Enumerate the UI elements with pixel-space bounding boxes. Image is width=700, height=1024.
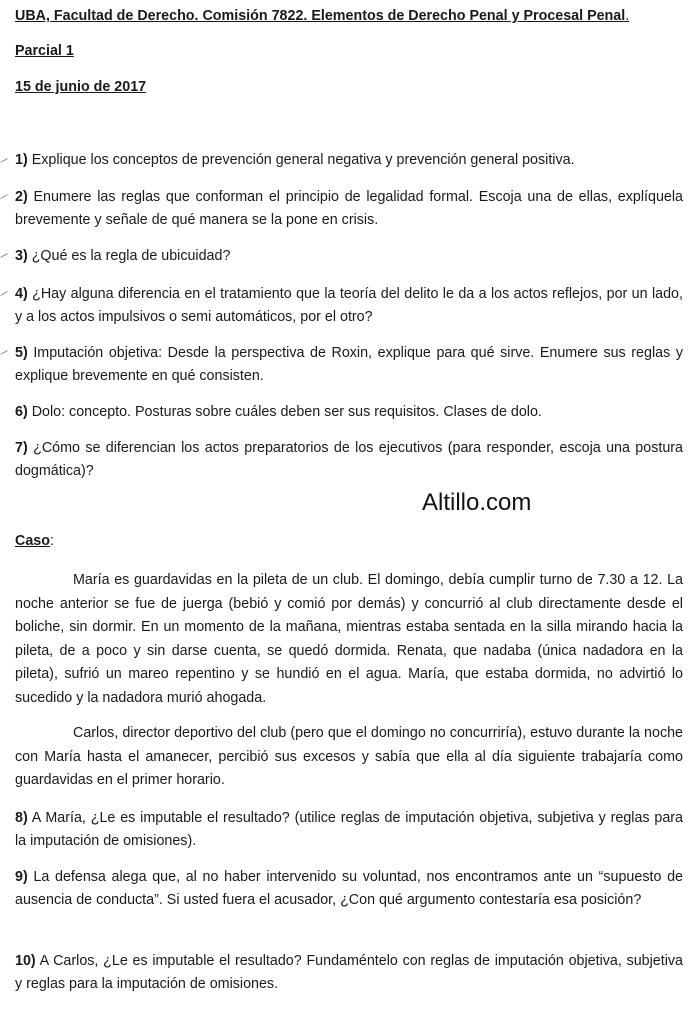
title-text: UBA, Facultad de Derecho. Comisión 7822. Elementos de Derecho Penal y Procesal Penal [15, 8, 626, 24]
margin-mark [0, 350, 7, 355]
case-heading-colon: : [49, 533, 54, 549]
margin-mark [0, 158, 7, 163]
question-text: Dolo: concepto. Posturas sobre cuáles deben ser sus requisitos. Clases de dolo. [31, 404, 542, 420]
question-number: 3) [15, 248, 28, 264]
document-title [15, 8, 695, 24]
watermark-text: Altillo.com [422, 489, 532, 516]
question-number: 1) [15, 152, 28, 168]
question-number: 9) [15, 869, 28, 885]
question-text: ¿Cómo se diferencian los actos preparatorios de los ejecutivos (para responder, escoja una postura dogmática)? [15, 440, 683, 479]
question-number: 4) [15, 286, 28, 302]
question-number: 8) [15, 810, 28, 826]
question-7 [15, 437, 683, 483]
question-text: Enumere las reglas que conforman el principio de legalidad formal. Escoja una de ellas, explíquela brevemente y señale de qué manera se la pone en crisis. [15, 189, 683, 228]
question-10 [15, 950, 683, 996]
question-text: La defensa alega que, al no haber intervenido su voluntad, nos encontramos ante un “supuesto de ausencia de conducta”. Si usted fuera el acusador, ¿Con qué argumento contestaría esa posición? [15, 869, 683, 908]
question-6 [15, 401, 683, 424]
question-3 [15, 245, 683, 268]
question-number: 6) [15, 404, 28, 420]
question-4 [15, 283, 683, 329]
case-paragraph: Carlos, director deportivo del club (pero que el domingo no concurriría), estuvo durante la noche con María hasta el amanecer, percibió sus excesos y sabía que ella al día siguiente trabajaría como guardavidas en el primer horario. [15, 725, 683, 789]
question-number: 10) [15, 953, 36, 969]
question-8 [15, 807, 683, 853]
question-text: A María, ¿Le es imputable el resultado? (utilice reglas de imputación objetiva, subjetiva y reglas para la imputación de omisiones). [15, 810, 684, 849]
question-text: Explique los conceptos de prevención general negativa y prevención general positiva. [31, 152, 575, 168]
exam-name: Parcial 1 [15, 43, 74, 59]
question-text: ¿Qué es la regla de ubicuidad? [31, 248, 231, 264]
question-number: 2) [15, 189, 28, 205]
title-period: . [625, 8, 630, 24]
case-heading-label: Caso [15, 533, 50, 549]
margin-mark [0, 291, 7, 296]
question-number: 7) [15, 440, 28, 456]
question-text: ¿Hay alguna diferencia en el tratamiento que la teoría del delito le da a los actos reflejos, por un lado, y a los actos impulsivos o semi automáticos, por el otro? [15, 286, 683, 325]
case-heading [15, 533, 54, 549]
question-2 [15, 186, 683, 232]
margin-mark [0, 253, 7, 258]
question-text: Imputación objetiva: Desde la perspectiva de Roxin, explique para qué sirve. Enumere sus reglas y explique brevemente en qué consisten. [15, 345, 683, 384]
question-number: 5) [15, 345, 28, 361]
exam-date: 15 de junio de 2017 [15, 79, 147, 95]
margin-mark [0, 194, 7, 199]
case-paragraph: María es guardavidas en la pileta de un club. El domingo, debía cumplir turno de 7.30 a 12. La noche anterior se fue de juerga (bebió y comió por demás) y concurrió al club directamente desde el boliche, sin dormir. En un momento de la mañana, mientras estaba sentada en la silla mirando hacia la pileta, de a poco y sin darse cuenta, se quedó dormida. Renata, que nadaba (única nadadora en la pileta), sufrió un mareo repentino y se hundió en el agua. María, que estaba dormida, no advirtió lo sucedido y la nadadora murió ahogada. [15, 572, 683, 706]
question-text: A Carlos, ¿Le es imputable el resultado? Fundaméntelo con reglas de imputación objetiva, subjetiva y reglas para la imputación de omisiones. [15, 953, 683, 992]
question-9 [15, 866, 683, 912]
question-1 [15, 149, 683, 172]
question-5 [15, 342, 683, 388]
